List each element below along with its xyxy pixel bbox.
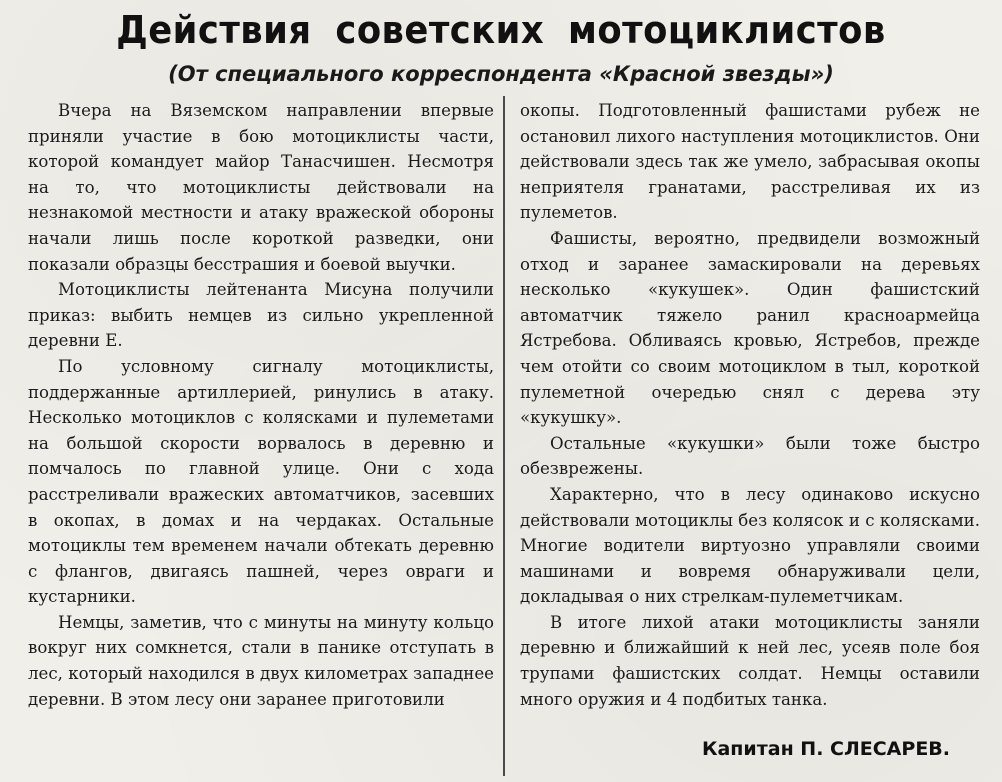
paragraph-continuation: окопы. Подготовленный фашистами рубеж не остановил лихого наступления мотоциклистов. Они действовали здесь так же умело, забрасывая окопы неприятеля гранатами, расстреливая их из пулеметов. — [520, 101, 980, 223]
paragraph: Мотоциклисты лейтенанта Мисуна получили приказ: выбить немцев из сильно укрепленной деревни Е. — [28, 280, 494, 351]
paragraph: Фашисты, вероятно, предвидели возможный отход и заранее замаскировали на деревьях несколько «кукушек». Один фашистский автоматчик тяжело ранил красноармейца Ястребова. Обливаясь кровью, Ястребов, прежде чем отойти со своим мотоциклом в тыл, короткой пулеметной очередью снял с дерева эту «кукушку». — [520, 228, 980, 428]
column-divider — [503, 96, 505, 776]
paragraph: По условному сигналу мотоциклисты, поддержанные артиллерией, ринулись в атаку. Несколько мотоциклов с колясками и пулеметами на большой скорости ворвалось в деревню и помчалось по главной улице. Они с хода расстреливали вражеских автоматчиков, засевших в окопах, в домах и на чердаках. Остальные мотоциклы тем временем начали обтекать деревню с флангов, двигаясь пашней, через овраги и кустарники. — [28, 356, 494, 607]
paragraph: Вчера на Вяземском направлении впервые приняли участие в бою мотоциклисты части, которой командует майор Танасчишен. Несмотря на то, что мотоциклисты действовали на незнакомой местности и атаку вражеской обороны начали лишь после короткой разведки, они показали образцы бесстрашия и боевой выучки. — [28, 101, 494, 274]
article-subheadline: (От специального корреспондента «Красной звезды») — [168, 62, 834, 86]
paragraph: Немцы, заметив, что с минуты на минуту кольцо вокруг них сомкнется, стали в панике отступать в лес, который находился в двух километрах западнее деревни. В этом лесу они заранее приготовили — [28, 612, 494, 709]
article-headline: Действия советских мотоциклистов — [116, 8, 886, 52]
left-column — [28, 98, 494, 712]
paragraph: Остальные «кукушки» были тоже быстро обезврежены. — [520, 433, 980, 479]
paragraph: В итоге лихой атаки мотоциклисты заняли деревню и ближайший к ней лес, усеяв поле боя трупами фашистских солдат. Немцы оставили много оружия и 4 подбитых танка. — [520, 612, 980, 709]
paragraph: Характерно, что в лесу одинаково искусно действовали мотоциклы без колясок и с колясками. Многие водители виртуозно управляли своими машинами и вовремя обнаруживали цели, докладывая о них стрелкам-пулеметчикам. — [520, 484, 980, 607]
right-column — [520, 98, 980, 712]
author-signature: Капитан П. СЛЕСАРЕВ. — [701, 738, 950, 760]
